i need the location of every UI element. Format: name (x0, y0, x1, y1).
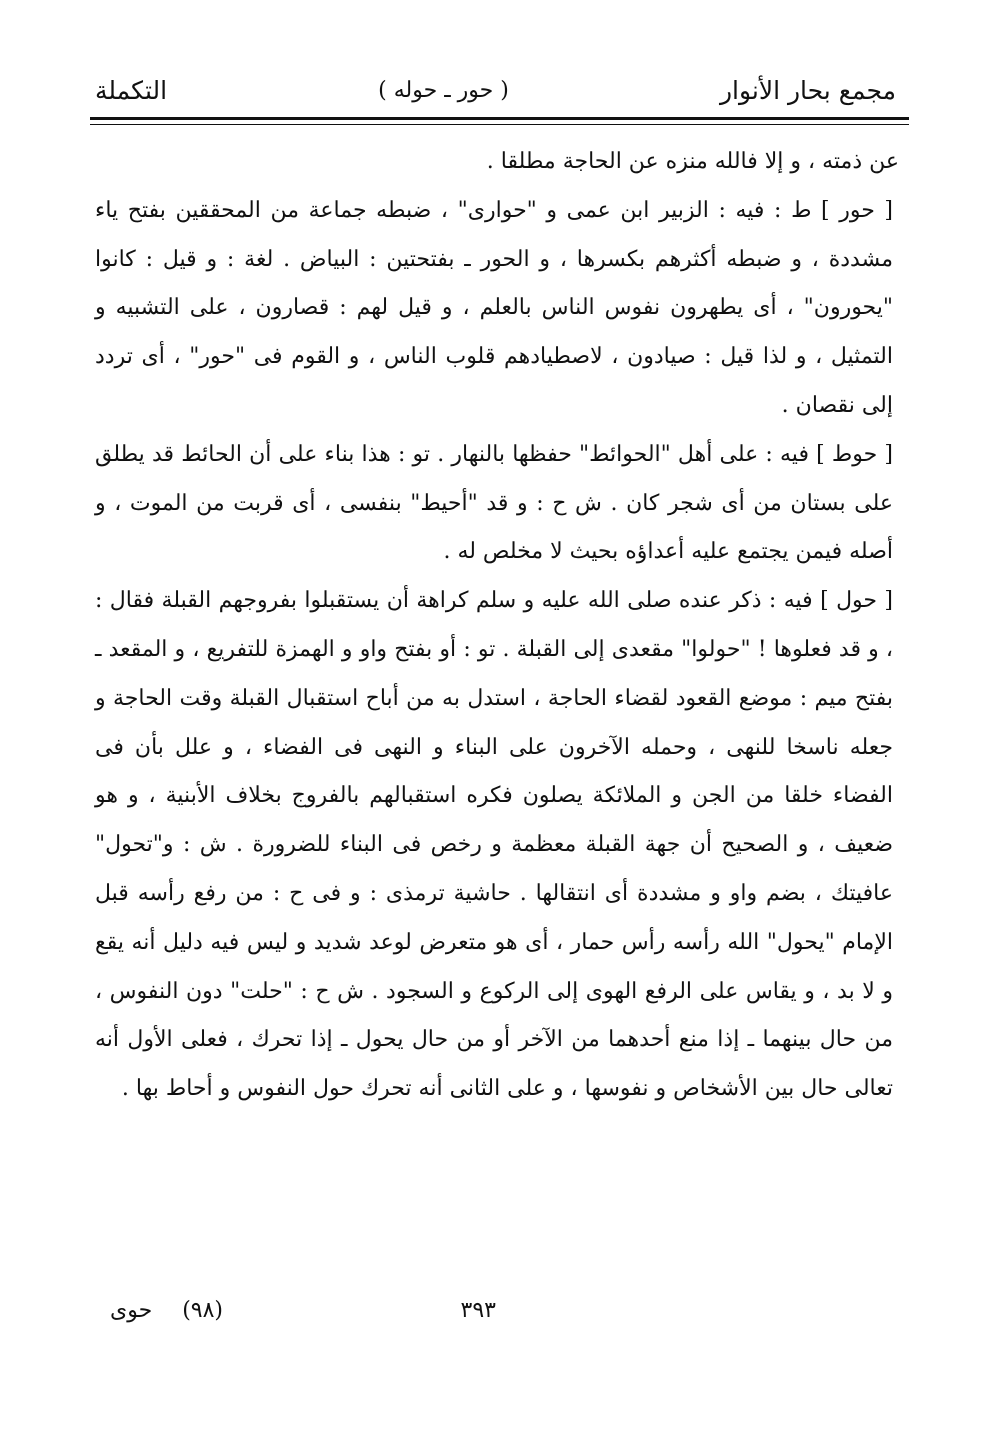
header-rule-thin (90, 124, 909, 125)
page-footer (110, 1298, 881, 1338)
main-text (95, 138, 899, 1114)
part-label: حوى (110, 1298, 153, 1323)
page-number: ٣٩٣ (460, 1298, 496, 1323)
entry-hawr: [ حور ] ط : فيه : الزبير ابن عمى و "حوارى" ، ضبطه جماعة من المحققين بفتح ياء مشددة ، و ضبطه أكثرهم بكسرها ، و الحور ـ بفتحتين : البياض . لغة : و قيل : كانوا "يحورون" ، أى يطهرون نفوس الناس بالعلم ، و قيل لهم : قصارون ، على التشبيه و التمثيل ، و لذا قيل : صيادون ، لاصطيادهم قلوب الناس ، و القوم فى "حور" ، أى تردد إلى نقصان . (95, 197, 893, 418)
signature-mark (110, 1298, 223, 1323)
paragraph-continuation: عن ذمته ، و إلا فالله منزه عن الحاجة مطلقا . (486, 149, 899, 174)
book-title: مجمع بحار الأنوار (719, 75, 896, 105)
section-title: التكملة (95, 75, 168, 105)
part-number: (٩٨) (182, 1298, 224, 1323)
entry-range: ( حور ـ حوله ) (378, 77, 509, 103)
running-header (95, 70, 896, 110)
entry-hawt: [ حوط ] فيه : على أهل "الحوائط" حفظها بالنهار . تو : هذا بناء على أن الحائط قد يطلق على بستان من أى شجر كان . ش ح : و قد "أحيط" بنفسى ، أى قربت من الموت ، و أصله فيمن يجتمع عليه أعداؤه بحيث لا مخلص له . (95, 441, 893, 565)
entry-hawl: [ حول ] فيه : ذكر عنده صلى الله عليه و سلم كراهة أن يستقبلوا بفروجهم القبلة فقال : ، و قد فعلوها ! "حولوا" مقعدى إلى القبلة . تو : أو بفتح واو و الهمزة للتفريع ، و المقعد ـ بفتح ميم : موضع القعود لقضاء الحاجة ، استدل به من أباح استقبال القبلة وقت الحاجة و جعله ناسخا للنهى ، وحمله الآخرون على البناء و النهى فى الفضاء ، و علل بأن فى الفضاء خلقا من الجن و الملائكة يصلون فكره استقبالهم بالفروج بخلاف الأبنية ، و هو ضعيف ، و الصحيح أن جهة القبلة معظمة و رخص فى البناء للضرورة . ش : و"تحول" عافيتك ، بضم واو و مشددة أى انتقالها . حاشية ترمذى : و فى ح : من رفع رأسه قبل الإمام "يحول" الله رأسه رأس حمار ، أى هو متعرض لوعد شديد و ليس فيه دليل أنه يقع و لا بد ، و يقاس على الرفع الهوى إلى الركوع و السجود . ش ح : "حلت" دون النفوس ، من حال بينهما ـ إذا منع أحدهما من الآخر أو من حال يحول ـ إذا تحرك ، فعلى الأول أنه تعالى حال بين الأشخاص و نفوسها ، و على الثانى أنه تحرك حول النفوس و أحاط بها . (95, 588, 893, 1102)
header-rule-thick (90, 117, 909, 120)
